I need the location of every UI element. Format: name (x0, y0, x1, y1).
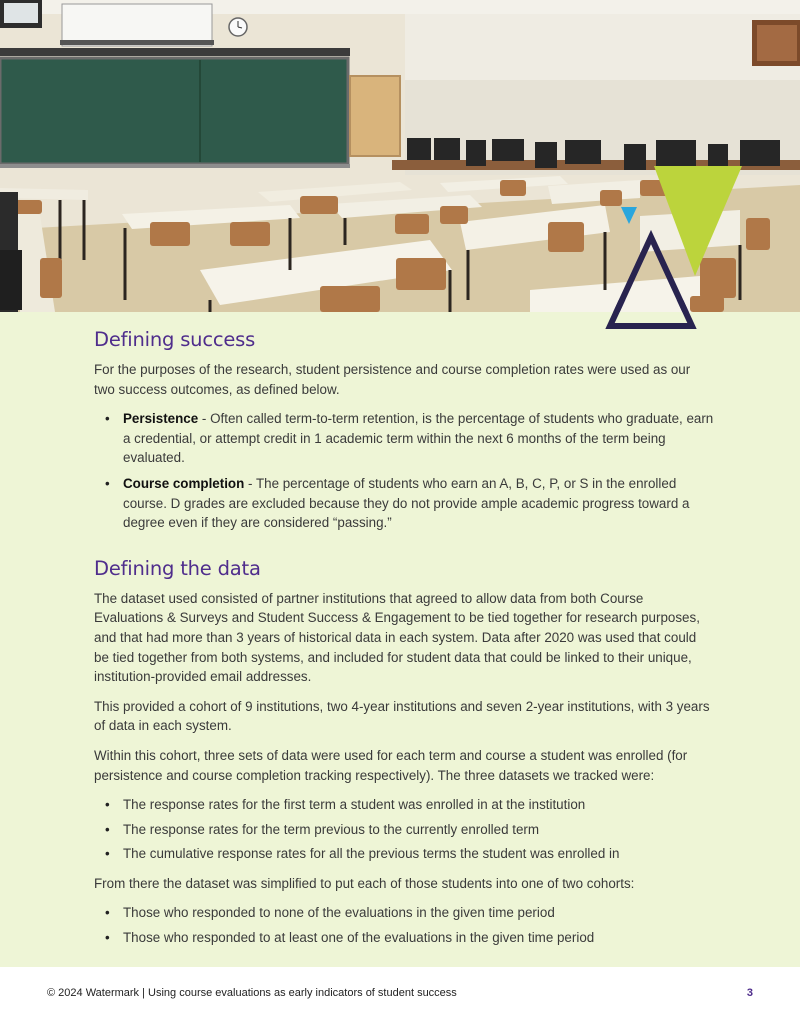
definition-term: Course completion (123, 475, 245, 491)
list-item: • The cumulative response rates for all the previous terms the student was enrolled in (123, 844, 714, 864)
classroom-photo-icon (0, 0, 800, 312)
definition-item-persistence (123, 409, 714, 468)
section-title-defining-success: Defining success (94, 328, 256, 351)
definition-text: - The percentage of students who earn an A, B, C, P, or S in the enrolled course. D grades are excluded because they do not provide ample academic progress toward a degree even if they are considered “passing.” (123, 475, 690, 531)
main-content (94, 326, 714, 958)
list-item: • The response rates for the term previous to the currently enrolled term (123, 820, 714, 840)
paragraph: Within this cohort, three sets of data were used for each term and course a student was enrolled (for persistence and course completion tracking respectively). The three datasets we tracked were: (94, 747, 688, 783)
paragraph: The dataset used consisted of partner institutions that agreed to allow data from both Course Evaluations & Surveys and Student Success & Engagement to be tied together for research purposes, and that had more than 3 years of historical data in each system. Data after 2020 was used that could be tied together from both systems, and included for student data that could be linked to their unique, institution-provided email addresses. (94, 590, 700, 685)
list-item: • Those who responded to none of the evaluations in the given time period (123, 903, 714, 923)
section-title-defining-data: Defining the data (94, 556, 261, 580)
definition-text: - Often called term-to-term retention, is the percentage of students who graduate, earn a credential, or attempt credit in 1 academic term within the next 6 months of the term being evaluated. (123, 411, 714, 466)
paragraph: This provided a cohort of 9 institutions, two 4-year institutions and seven 2-year institutions, with 3 years of data in each system. (94, 698, 710, 734)
definition-term: Persistence (123, 411, 199, 427)
page-number: 3 (746, 987, 753, 999)
footer-text: © 2024 Watermark | Using course evaluations as early indicators of student success (47, 987, 457, 999)
section-intro: For the purposes of the research, student persistence and course completion rates were used as our two success outcomes, as defined below. (94, 362, 691, 397)
page-footer (0, 967, 800, 1035)
list-item: • The response rates for the first term a student was enrolled in at the institution (123, 795, 714, 815)
datasets-list (94, 795, 714, 864)
definitions-list (94, 409, 714, 533)
list-item: • Those who responded to at least one of the evaluations in the given time period (123, 928, 714, 948)
definition-item-course-completion (123, 474, 714, 533)
hero-image (0, 0, 800, 312)
paragraph: From there the dataset was simplified to put each of those students into one of two cohorts: (94, 875, 635, 891)
cohorts-list (94, 903, 714, 947)
